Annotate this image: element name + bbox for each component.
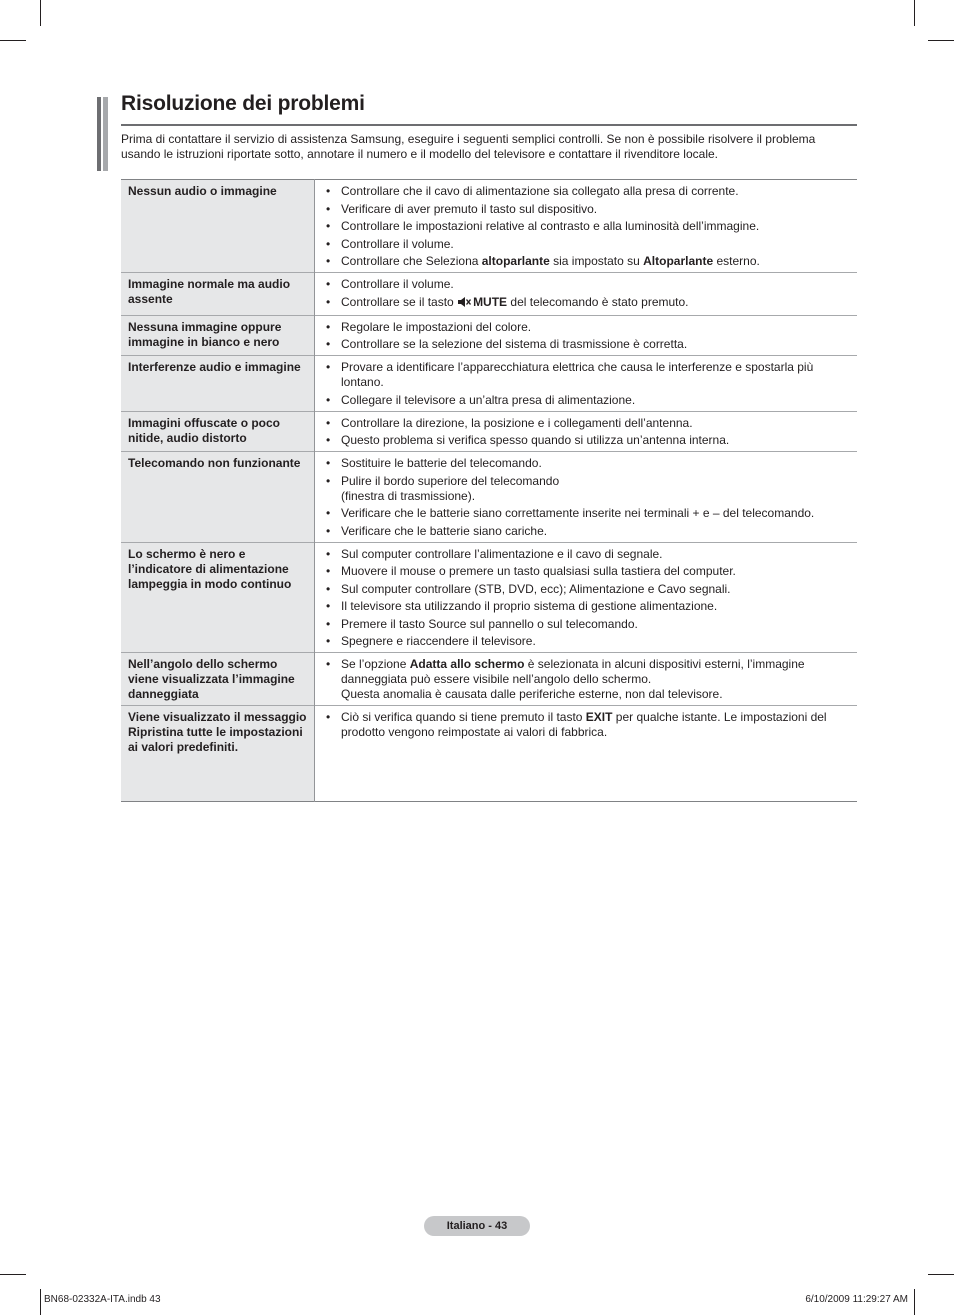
crop-mark [914, 1289, 915, 1315]
text-run: Muovere il mouse o premere un tasto qualsiasi sulla tastiera del computer. [341, 564, 736, 578]
list-item [325, 433, 851, 448]
table-row [121, 273, 857, 316]
list-item [325, 337, 851, 352]
troubleshooting-table [121, 179, 857, 802]
text-run: Controllare il volume. [341, 236, 454, 251]
list-item [325, 617, 851, 632]
list-item [325, 277, 851, 292]
solution-cell [315, 273, 858, 316]
problem-cell: Immagine normale ma audio assente [121, 273, 315, 316]
solution-list [325, 657, 851, 702]
list-item [325, 599, 851, 614]
bold-term: Adatta allo schermo [409, 657, 525, 671]
solution-cell [315, 180, 858, 273]
text-run: Questo problema si verifica spesso quando si utilizza un’antenna interna. [341, 433, 730, 447]
list-item [325, 202, 851, 217]
text-run: Premere il tasto Source sul pannello o sul telecomando. [341, 616, 638, 631]
solution-cell [315, 315, 858, 356]
text-run: Il televisore sta utilizzando il proprio sistema di gestione alimentazione. [341, 599, 718, 613]
title-rule [121, 124, 857, 126]
list-item [325, 219, 851, 234]
text-run: Ciò si verifica quando si tiene premuto il tasto [341, 710, 586, 724]
solution-cell [315, 452, 858, 543]
solution-list [325, 456, 851, 539]
text-run: Pulire il bordo superiore del telecomando [341, 473, 560, 488]
table-row [121, 356, 857, 412]
page-number-badge: Italiano - 43 [424, 1216, 530, 1236]
text-run: Collegare il televisore a un’altra presa di alimentazione. [341, 392, 636, 407]
list-item [325, 582, 851, 597]
text-run: sia impostato su [549, 254, 644, 268]
solution-cell [315, 356, 858, 412]
list-item [325, 657, 851, 702]
text-run: Questa anomalia è causata dalle periferiche esterne, non dal televisore. [341, 687, 723, 701]
solution-list [325, 416, 851, 449]
table-row [121, 315, 857, 356]
table-row [121, 653, 857, 706]
list-item [325, 547, 851, 562]
list-item [325, 456, 851, 471]
solution-list [325, 320, 851, 353]
solution-list [325, 277, 851, 312]
crop-mark [40, 0, 41, 26]
table-row [121, 452, 857, 543]
text-run: Sul computer controllare l’alimentazione e il cavo di segnale. [341, 546, 663, 561]
text-run: (finestra di trasmissione). [341, 488, 476, 503]
text-run: Verificare di aver premuto il tasto sul dispositivo. [341, 201, 598, 216]
section-side-bars [97, 97, 111, 171]
solution-cell [315, 411, 858, 452]
solution-list [325, 710, 851, 740]
table-row [121, 180, 857, 273]
text-run: Controllare che il cavo di alimentazione sia collegato alla presa di corrente. [341, 184, 739, 198]
list-item [325, 295, 851, 312]
problem-cell: Lo schermo è nero e l’indicatore di alimentazione lampeggia in modo continuo [121, 542, 315, 653]
text-run: Sostituire le batterie del telecomando. [341, 456, 542, 470]
text-run: Provare a identificare l’apparecchiatura elettrica che causa le interferenze e spostarla più lontano. [341, 360, 814, 389]
solution-cell [315, 706, 858, 802]
text-run: Controllare il volume. [341, 277, 454, 291]
text-run: Controllare se la selezione del sistema di trasmissione è corretta. [341, 337, 688, 351]
table-row [121, 706, 857, 802]
crop-mark [928, 40, 954, 41]
problem-cell: Nessuna immagine oppure immagine in bianco e nero [121, 315, 315, 356]
bold-term: altoparlante [481, 254, 550, 268]
text-run: Controllare la direzione, la posizione e i collegamenti dell’antenna. [341, 415, 693, 430]
list-item [325, 564, 851, 579]
list-item [325, 710, 851, 740]
crop-mark [0, 40, 26, 41]
solution-cell [315, 542, 858, 653]
text-run: Controllare che Seleziona [341, 254, 482, 268]
problem-cell: Immagini offuscate o poco nitide, audio distorto [121, 411, 315, 452]
bold-term: Altoparlante [643, 254, 714, 268]
list-item [325, 393, 851, 408]
text-run: Spegnere e riaccendere il televisore. [341, 634, 536, 648]
text-run: Verificare che le batterie siano correttamente inserite nei terminali + e – del telecomando. [341, 506, 815, 520]
text-run: è selezionata in alcuni dispositivi esterni, l’immagine danneggiata può essere visibile nell’angolo dello schermo. [341, 657, 805, 686]
solution-cell [315, 653, 858, 706]
problem-cell: Interferenze audio e immagine [121, 356, 315, 412]
crop-mark [0, 1274, 26, 1275]
bold-term: EXIT [585, 710, 613, 724]
problem-cell: Telecomando non funzionante [121, 452, 315, 543]
solution-list [325, 184, 851, 269]
list-item [325, 506, 851, 521]
list-item [325, 416, 851, 431]
list-item [325, 474, 851, 504]
footer-timestamp: 6/10/2009 11:29:27 AM [805, 1294, 908, 1305]
text-run: Controllare le impostazioni relative al contrasto e alla luminosità dell’immagine. [341, 219, 760, 233]
footer-file-info: BN68-02332A-ITA.indb 43 [44, 1294, 161, 1305]
crop-mark [928, 1274, 954, 1275]
list-item [325, 360, 851, 390]
intro-text: Prima di contattare il servizio di assistenza Samsung, eseguire i seguenti semplici controlli. Se non è possibile risolvere il problema usando le istruzioni riportate sotto, annotare il numero e il modello del televisore e contattare il rivenditore locale. [121, 132, 816, 161]
list-item [325, 634, 851, 649]
crop-mark [914, 0, 915, 26]
problem-cell: Nessun audio o immagine [121, 180, 315, 273]
page-title: Risoluzione dei problemi [121, 92, 365, 115]
problem-cell: Viene visualizzato il messaggio Ripristina tutte le impostazioni ai valori predefiniti. [121, 706, 315, 802]
list-item [325, 184, 851, 199]
text-run: Sul computer controllare (STB, DVD, ecc); Alimentazione e Cavo segnali. [341, 581, 731, 596]
text-run: Verificare che le batterie siano cariche. [341, 523, 548, 538]
mute-icon [457, 296, 471, 312]
list-item [325, 524, 851, 539]
text-run: Regolare le impostazioni del colore. [341, 319, 532, 334]
crop-mark [40, 1289, 41, 1315]
table-row [121, 542, 857, 653]
list-item [325, 320, 851, 335]
text-run: Controllare se il tasto [341, 294, 458, 309]
problem-cell: Nell’angolo dello schermo viene visualizzata l’immagine danneggiata [121, 653, 315, 706]
table-row [121, 411, 857, 452]
text-run: esterno. [713, 254, 760, 268]
text-run: Se l’opzione [341, 657, 410, 671]
list-item [325, 237, 851, 252]
solution-list [325, 547, 851, 650]
list-item [325, 254, 851, 269]
bold-term: MUTE [473, 294, 508, 309]
text-run: del telecomando è stato premuto. [507, 294, 689, 309]
text-run: per qualche istante. Le impostazioni del prodotto vengono reimpostate ai valori di fabbrica. [341, 710, 827, 739]
solution-list [325, 360, 851, 408]
